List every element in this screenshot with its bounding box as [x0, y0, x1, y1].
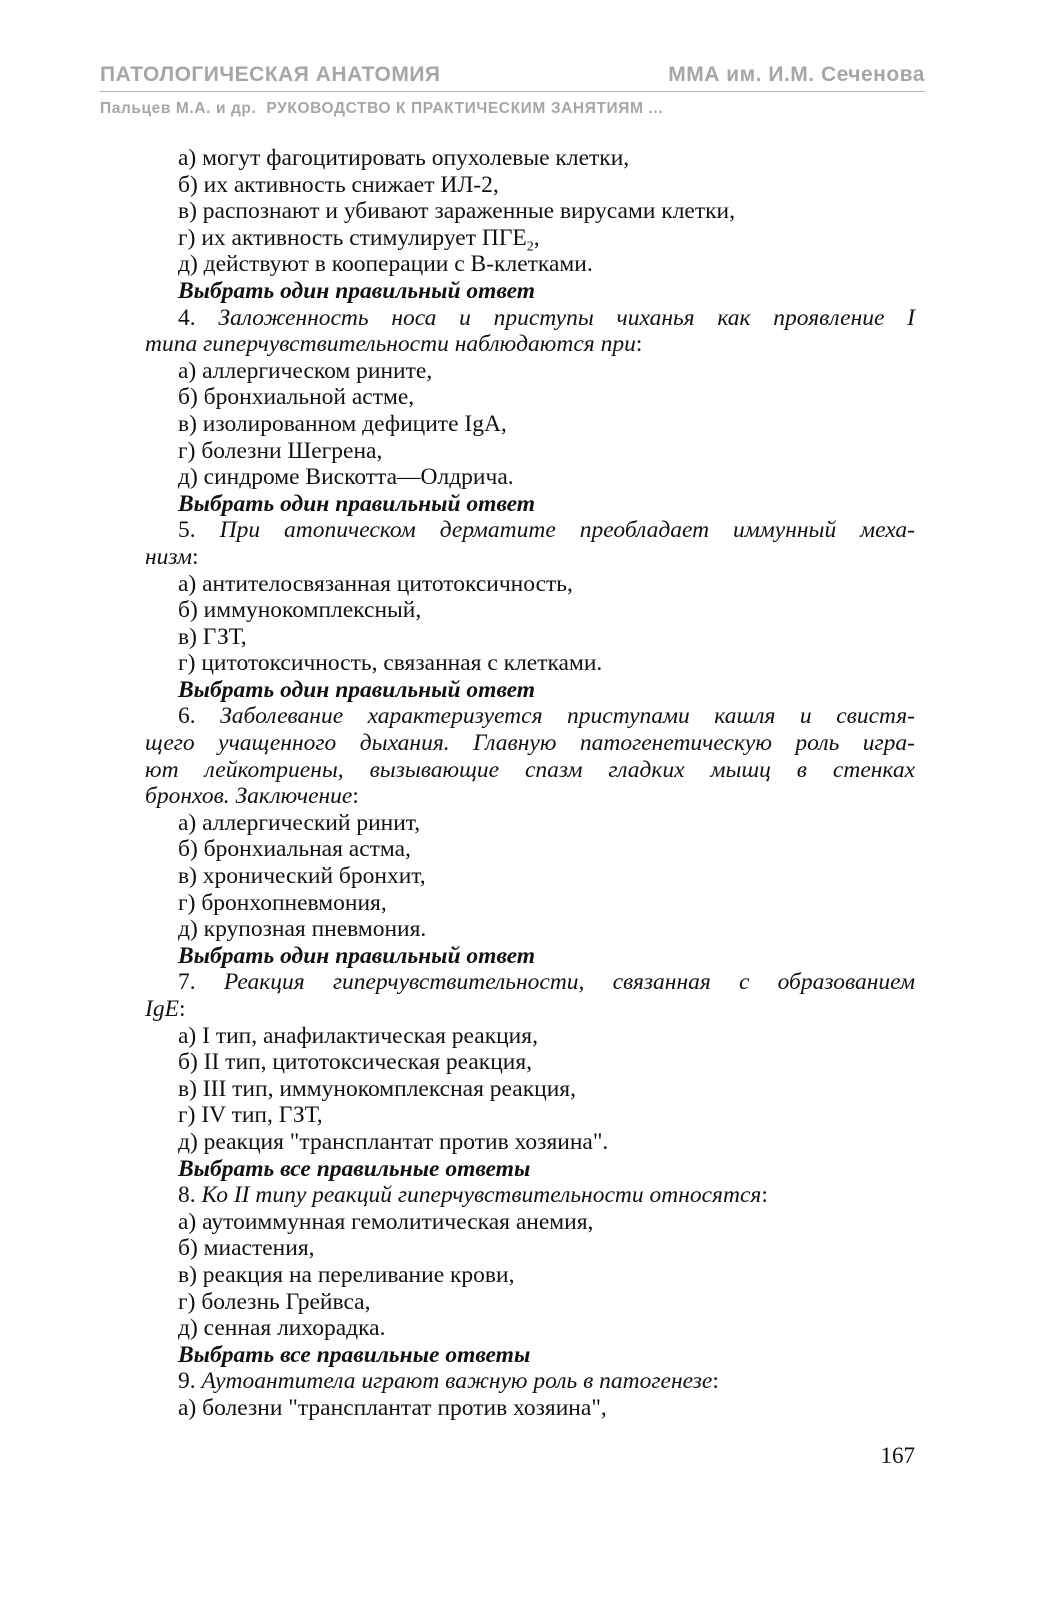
option-line: г) бронхопневмония,	[178, 889, 387, 916]
question-number: 5.	[178, 517, 196, 544]
book-title: ПАТОЛОГИЧЕСКАЯ АНАТОМИЯ	[100, 63, 441, 86]
question-number: 9.	[178, 1368, 196, 1395]
option-line: б) бронхиальной астме,	[178, 384, 415, 411]
punctuation: :	[712, 1368, 719, 1395]
question-text-part: Аутоантитела играют важную роль в патогенезе	[201, 1368, 713, 1395]
answer-instruction: Выбрать все правильные ответы	[178, 1341, 531, 1368]
option-line: д) реакция "трансплантат против хозяина".	[178, 1128, 609, 1155]
question-text	[145, 517, 915, 544]
question-text-part: Ко II типу реакций гиперчувствительности относятся	[201, 1182, 762, 1209]
option-line: а) I тип, анафилактическая реакция,	[178, 1022, 538, 1049]
page-body	[145, 145, 915, 1422]
question-text	[145, 703, 915, 730]
question-text	[145, 331, 915, 358]
punctuation: :	[635, 331, 643, 358]
question-text-part: Реакция гиперчувствительности, связанная с образованием	[223, 969, 916, 996]
option-line: а) аутоиммунная гемолитическая анемия,	[178, 1208, 594, 1235]
option-line: в) хронический бронхит,	[178, 863, 426, 890]
option-line: а) антителосвязанная цитотоксичность,	[178, 570, 573, 597]
option-line: д) сенная лихорадка.	[178, 1315, 386, 1342]
question-text	[145, 783, 915, 810]
question-number: 4.	[178, 304, 196, 331]
question-text	[145, 1182, 915, 1209]
option-line: в) ГЗТ,	[178, 623, 247, 650]
option-line: в) реакция на переливание крови,	[178, 1261, 515, 1288]
question-text	[145, 996, 915, 1023]
publisher: ММА им. И.М. Сеченова	[668, 63, 925, 86]
option-line: б) II тип, цитотоксическая реакция,	[178, 1049, 533, 1076]
punctuation: ,	[533, 224, 540, 251]
question-text-part: Заложенность носа и приступы чиханья как проявление I	[218, 304, 915, 331]
option-line: а) аллергический ринит,	[178, 809, 421, 836]
question-text-part: Заболевание характеризуется приступами кашля и свистя-	[220, 703, 916, 730]
running-header	[100, 60, 925, 120]
option-line: б) бронхиальная астма,	[178, 836, 411, 863]
question-number: 6.	[178, 703, 196, 730]
header-bottom-row	[100, 98, 925, 120]
option-line: г) болезни Шегрена,	[178, 437, 383, 464]
question-text	[145, 1368, 915, 1395]
answer-instruction: Выбрать один правильный ответ	[178, 942, 536, 969]
header-top-row	[100, 60, 925, 90]
punctuation: :	[352, 783, 359, 810]
question-text	[145, 969, 915, 996]
authors: Пальцев М.А. и др.	[100, 100, 257, 117]
option-line: г) болезнь Грейвса,	[178, 1288, 371, 1315]
option-line: д) крупозная пневмония.	[178, 916, 427, 943]
option-line: а) аллергическом рините,	[178, 357, 433, 384]
question-number: 8.	[178, 1182, 196, 1209]
option-line: в) III тип, иммунокомплексная реакция,	[178, 1075, 576, 1102]
option-line: в) изолированном дефиците IgA,	[178, 410, 507, 437]
option-line	[145, 224, 915, 255]
subscript: 2	[526, 239, 534, 255]
option-line: б) их активность снижает ИЛ-2,	[178, 171, 499, 198]
question-number: 7.	[178, 969, 196, 996]
answer-instruction: Выбрать все правильные ответы	[178, 1155, 531, 1182]
question-text-part: бронхов. Заключение	[145, 783, 353, 810]
punctuation: :	[761, 1182, 768, 1209]
book-subtitle: РУКОВОДСТВО К ПРАКТИЧЕСКИМ ЗАНЯТИЯМ ...	[266, 100, 664, 117]
punctuation: :	[192, 543, 199, 570]
page-number: 167	[880, 1443, 915, 1468]
option-line: г) IV тип, ГЗТ,	[178, 1102, 323, 1129]
question-text-part: При атопическом дерматите преобладает иммунный меха-	[219, 517, 915, 544]
option-text: г) их активность стимулирует ПГЕ	[178, 224, 527, 251]
question-text-part: типа гиперчувствительности наблюдаются при	[145, 331, 636, 358]
answer-instruction: Выбрать один правильный ответ	[178, 490, 536, 517]
punctuation: :	[178, 996, 186, 1022]
option-line: б) миастения,	[178, 1235, 315, 1262]
question-text: щего учащенного дыхания. Главную патогенетическую роль игра-	[145, 730, 915, 757]
option-line: д) действуют в кооперации с В-клетками.	[178, 251, 593, 278]
header-divider	[100, 91, 925, 92]
option-line: д) синдроме Вискотта—Олдрича.	[178, 464, 514, 491]
option-line: а) могут фагоцитировать опухолевые клетки,	[178, 145, 630, 171]
answer-instruction: Выбрать один правильный ответ	[178, 277, 536, 304]
question-text	[145, 544, 915, 571]
question-text-part: низм	[145, 543, 192, 570]
option-line: б) иммунокомплексный,	[178, 597, 422, 624]
answer-instruction: Выбрать один правильный ответ	[178, 676, 536, 703]
option-line: а) болезни "трансплантат против хозяина",	[178, 1394, 607, 1421]
question-text-part: IgE	[145, 996, 179, 1022]
option-line: в) распознают и убивают зараженные вирусами клетки,	[178, 198, 735, 225]
option-line: г) цитотоксичность, связанная с клетками.	[178, 650, 603, 677]
question-text	[145, 305, 915, 332]
question-text: ют лейкотриены, вызывающие спазм гладких мышц в стенках	[145, 756, 915, 783]
